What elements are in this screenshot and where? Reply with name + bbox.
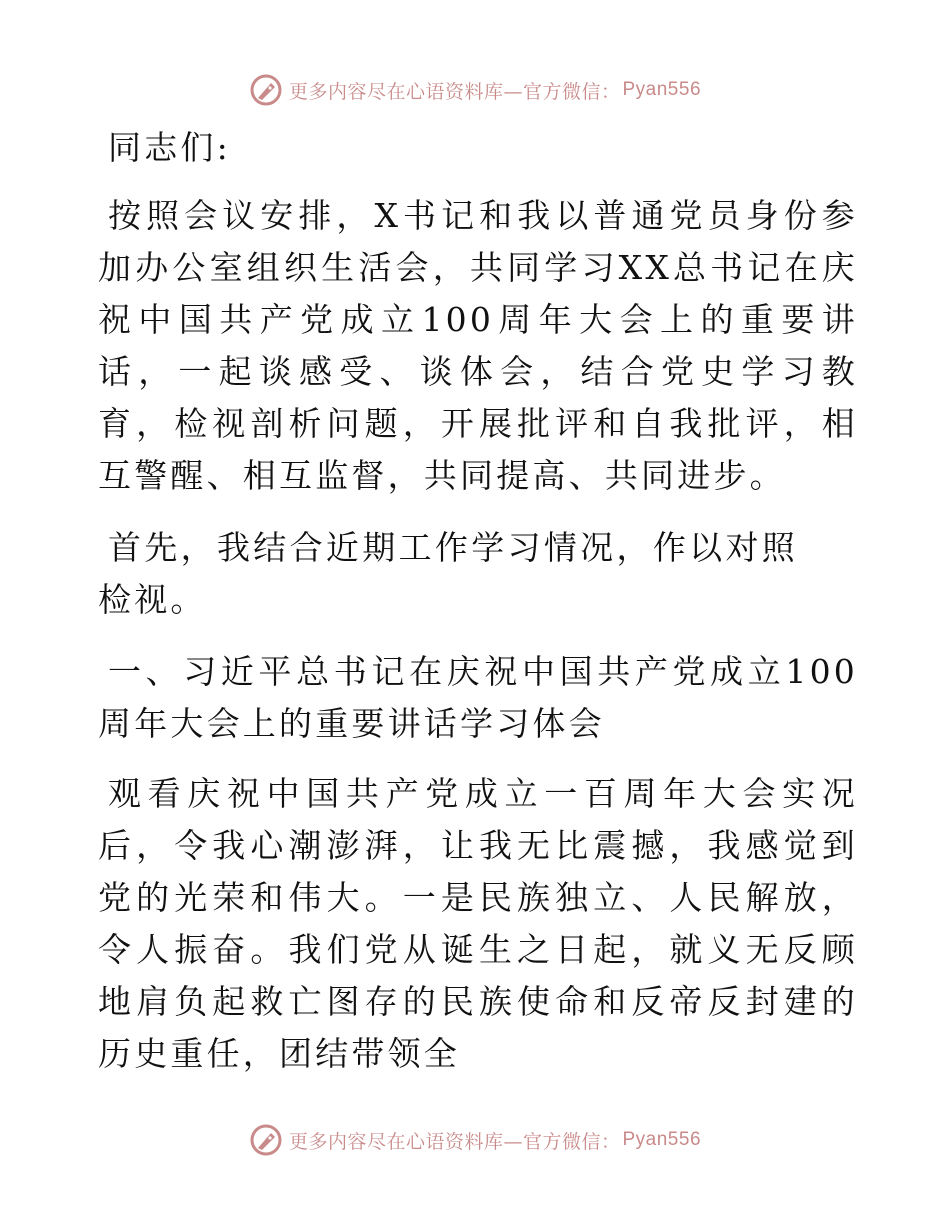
watermark-text: 更多内容尽在心语资料库—官方微信： <box>288 1130 621 1153</box>
pen-nib-circle-icon <box>249 1123 283 1157</box>
section-heading: 一、习近平总书记在庆祝中国共产党成立100周年大会上的重要讲话学习体会 <box>98 652 858 743</box>
document-body <box>98 122 858 1080</box>
watermark-footer <box>0 1120 950 1160</box>
watermark-header <box>0 70 950 110</box>
pen-nib-circle-icon <box>249 73 283 107</box>
body-paragraph: 观看庆祝中国共产党成立一百周年大会实况后，令我心潮澎湃，让我无比震撼，我感觉到党的光荣和伟大。一是民族独立、人民解放，令人振奋。我们党从诞生之日起，就义无反顾地肩负起救亡图存的民族使命和反帝反封建的历史重任，团结带领全 <box>98 774 858 1073</box>
watermark-wechat-id: Pyan556 <box>622 79 702 100</box>
watermark-text: 更多内容尽在心语资料库—官方微信： <box>288 80 621 103</box>
first-paragraph: 首先，我结合近期工作学习情况，作以对照检视。 <box>98 528 798 619</box>
salutation: 同志们: <box>108 128 231 167</box>
intro-paragraph: 按照会议安排，X书记和我以普通党员身份参加办公室组织生活会，共同学习XX总书记在庆祝中国共产党成立100周年大会上的重要讲话，一起谈感受、谈体会，结合党史学习教育，检视剖析问题，开展批评和自我批评，相互警醒、相互监督，共同提高、共同进步。 <box>98 196 858 495</box>
watermark-wechat-id: Pyan556 <box>622 1129 702 1150</box>
